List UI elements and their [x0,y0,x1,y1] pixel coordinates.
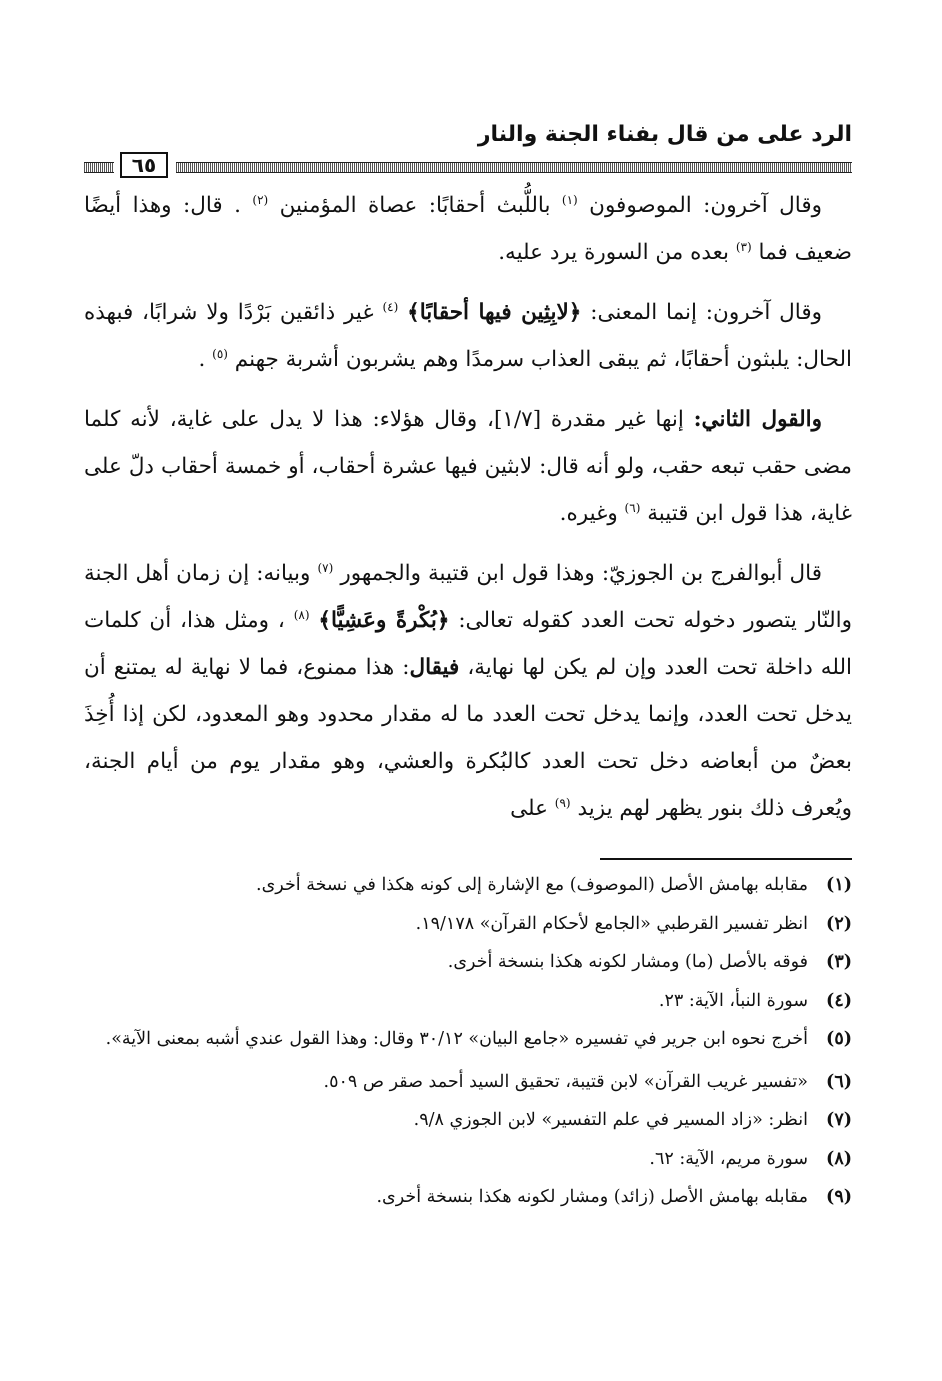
p1-text-d: بعده من السورة يرد عليه. [498,240,730,265]
quran-quote-2: ﴿بُكْرةً وعَشِيًّا﴾ [318,608,450,633]
paragraph-4 [84,550,852,832]
p4-text-e: على [510,796,548,821]
footnote-text: انظر: «زاد المسير في علم التفسير» لابن الجوزي ٩/٨. [413,1110,808,1130]
footnote-3 [84,943,852,982]
footnote-number: (٥) [826,1029,852,1049]
footnote-ref-2[interactable]: (٢) [252,192,269,207]
footnote-number: (١) [826,875,852,895]
p4-text-a: قال أبوالفرج بن الجوزيّ: وهذا قول ابن قتيبة والجمهور [340,561,822,586]
running-title: الرد على من قال بفناء الجنة والنار [477,122,852,147]
p3-text-b: وغيره. [559,501,618,526]
footnote-8 [84,1140,852,1179]
footnote-number: (٣) [826,952,852,972]
p2-text-b: غير ذائقين بَرْدًا ولا شرابًا، فبهذه الحال: يلبثون أحقابًا، ثم يبقى العذاب سرمدًا وهم يشربون أشربة جهنم [84,300,852,372]
footnote-text: سورة مريم، الآية: ٦٢. [649,1148,808,1169]
p1-text-a: وقال آخرون: الموصوفون [589,193,822,218]
footnote-ref-9[interactable]: (٩) [554,795,571,810]
footnote-1 [84,866,852,905]
footnote-9 [84,1178,852,1217]
footnote-2 [84,905,852,944]
footnote-text: انظر تفسير القرطبي «الجامع لأحكام القرآن» ١٩/١٧٨. [415,913,808,934]
p1-text-c: . قال: وهذا أيضًا ضعيف فما [84,193,852,265]
paragraph-2 [84,289,852,383]
footnote-ref-6[interactable]: (٦) [624,500,641,515]
p1-text-b: باللُّبث أحقابًا: عصاة المؤمنين [279,193,551,218]
p4-bold-word: فيقال [409,655,460,680]
p4-text-d: : هذا ممنوع، فما لا نهاية له يمتنع أن يدخل تحت العدد، وإنما يدخل تحت العدد ما له مقدار محدود وهو المعدود، لكن إذا أُخِذَ بعضٌ من أبعاضه دخل تحت العدد كالبُكرة والعشي، وهو مقدار يوم من أيام الجنة، ويُعرف ذلك بنور يظهر لهم يزيد [84,655,852,821]
footnote-text: مقابله بهامش الأصل (الموصوف) مع الإشارة إلى كونه هكذا في نسخة أخرى. [256,875,808,895]
page-number: ٦٥ [120,152,168,178]
footnote-6 [84,1063,852,1102]
footnote-number: (٩) [826,1187,852,1207]
footnote-text: فوقه بالأصل (ما) ومشار لكونه هكذا بنسخة أخرى. [447,952,808,972]
page-header [84,118,852,178]
footnote-text: أخرج نحوه ابن جرير في تفسيره «جامع البيان» ٣٠/١٢ وقال: وهذا القول عندي أشبه بمعنى الآية». [105,1029,808,1049]
paragraph-3 [84,396,852,537]
footnote-number: (٢) [826,913,852,934]
p2-text-a: وقال آخرون: إنما المعنى: [590,300,822,325]
p4-text-c: ، ومثل هذا، أن كلمات الله داخلة تحت العدد وإن لم يكن لها نهاية، [84,608,852,680]
footnote-ref-5[interactable]: (٥) [212,346,228,361]
p3-text-a: إنها غير مقدرة [١/٧]، وقال هؤلاء: هذا لا يدل على غاية، لأنه كلما مضى حقب تبعه حقب، ولو أنه قال: لابثين فيها عشرة أحقاب، أو خمسة أحقاب دلّ على غاية، هذا قول ابن قتيبة [84,407,852,526]
footnote-number: (٤) [826,990,852,1011]
footnote-ref-4[interactable]: (٤) [382,299,399,314]
footnote-text: «تفسير غريب القرآن» لابن قتيبة، تحقيق السيد أحمد صقر ص ٥٠٩. [323,1071,808,1092]
p2-text-c: . [198,347,206,372]
footnote-5 [84,1020,852,1059]
header-rule-right [176,162,852,173]
footnote-7 [84,1101,852,1140]
p4-text-b: وبيانه: إن زمان أهل الجنة والنّار يتصور دخوله تحت العدد كقوله تعالى: [84,561,852,633]
second-opinion-heading: والقول الثاني: [693,407,822,432]
header-rule [84,152,852,176]
footnote-text: مقابله بهامش الأصل (زائد) ومشار لكونه هكذا بنسخة أخرى. [376,1187,808,1207]
footnote-4 [84,982,852,1021]
footnote-ref-7[interactable]: (٧) [317,560,334,575]
footnote-ref-3[interactable]: (٣) [735,239,752,254]
footnote-separator [600,858,852,860]
quran-quote-1: ﴿لابِثِين فيها أحقابًا﴾ [407,300,582,325]
footnote-number: (٨) [826,1148,852,1169]
footnote-text: سورة النبأ، الآية: ٢٣. [658,990,808,1011]
footnotes [84,866,852,1217]
footnote-ref-1[interactable]: (١) [561,192,578,207]
footnote-number: (٦) [826,1071,852,1092]
footnote-number: (٧) [826,1110,852,1130]
footnote-ref-8[interactable]: (٨) [293,607,310,622]
paragraph-1 [84,182,852,276]
main-text [84,182,852,845]
header-rule-left [84,162,114,173]
